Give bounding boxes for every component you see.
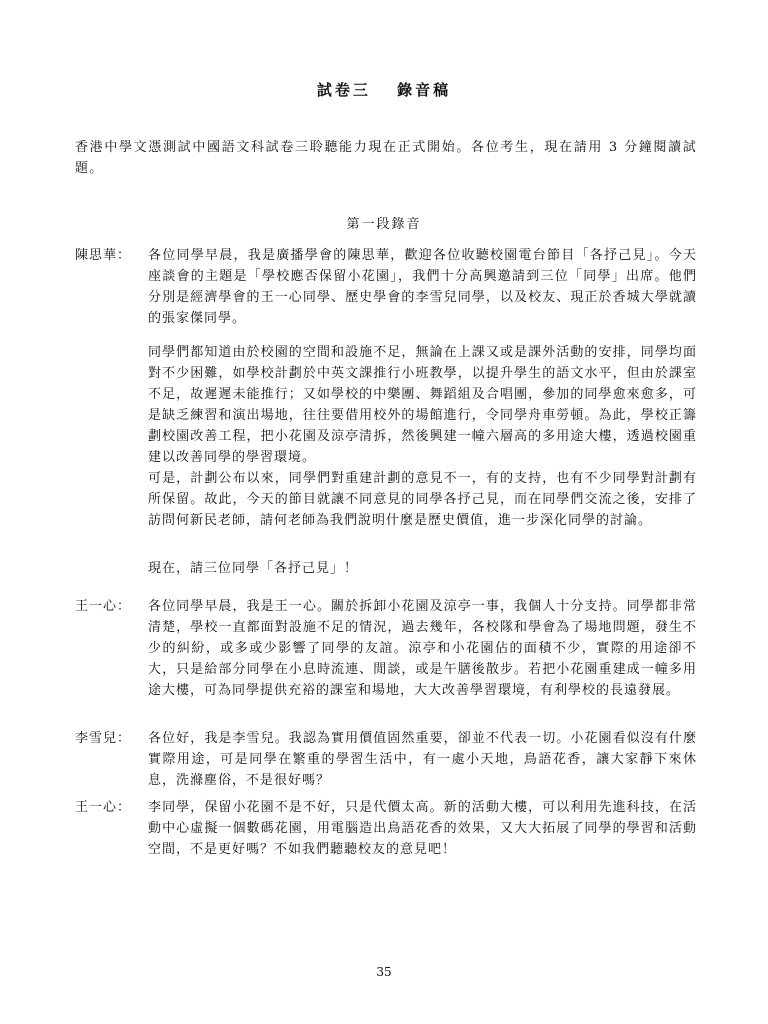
page-number: 35 xyxy=(376,965,392,979)
speaker-label: 王一心： xyxy=(75,599,132,614)
intro-paragraph: 香港中學文憑測試中國語文科試卷三聆聽能力現在正式開始。各位考生，現在請用 3 分鐘閱讀試題。 xyxy=(75,140,697,176)
dialogue-paragraph: 同學們都知道由於校園的空間和設施不足，無論在上課又或是課外活動的安排，同學均面對不少困難，如學校計劃於中英文課推行小班教學，以提升學生的語文水平，但由於課室不足，故遲遲未能推行；又如學校的中樂團、舞蹈組及合唱團，參加的同學愈來愈多，可是缺乏練習和演出場地，往往要借用校外的場館進行，令同學舟車勞頓。為此，學校正籌劃校園改善工程，把小花園及涼亭清拆，然後興建一幢六層高的多用途大樓，透過校園重建以改善同學的學習環境。 xyxy=(148,345,697,465)
speaker-label: 李雪兒： xyxy=(75,731,132,746)
dialogue-paragraph: 各位好，我是李雪兒。我認為實用價值固然重要，卻並不代表一切。小花園看似沒有什麼實際用途，可是同學在繁重的學習生活中，有一處小天地，鳥語花香，讓大家靜下來休息，洗滌塵俗，不是很好嗎？ xyxy=(148,731,697,788)
page-title: 試卷三 錄音稿 xyxy=(316,81,452,99)
dialogue-paragraph: 李同學，保留小花園不是不好，只是代價太高。新的活動大樓，可以利用先進科技，在活動中心虛擬一個數碼花園，用電腦造出鳥語花香的效果，又大大拓展了同學的學習和活動空間，不是更好嗎？不如我們聽聽校友的意見吧！ xyxy=(148,800,697,857)
section-heading: 第一段錄音 xyxy=(346,217,422,232)
speaker-label: 王一心： xyxy=(75,800,132,815)
dialogue-paragraph: 可是，計劃公布以來，同學們對重建計劃的意見不一，有的支持，也有不少同學對計劃有所保留。故此，今天的節目就讓不同意見的同學各抒己見，而在同學們交流之後，安排了訪問何新民老師，請何老師為我們說明什麼是歷史價值，進一步深化同學的討論。 xyxy=(148,471,697,528)
dialogue-paragraph: 現在，請三位同學「各抒己見」！ xyxy=(148,561,359,576)
dialogue-paragraph: 各位同學早晨，我是王一心。關於拆卸小花園及涼亭一事，我個人十分支持。同學都非常清楚，學校一直都面對設施不足的情況，過去幾年，各校隊和學會為了場地問題，發生不少的糾紛，或多或少影響了同學的友誼。涼亭和小花園佔的面積不少，實際的用途卻不大，只是給部分同學在小息時流連、閒談，或是午膳後散步。若把小花園重建成一幢多用途大樓，可為同學提供充裕的課室和場地，大大改善學習環境，有利學校的長遠發展。 xyxy=(148,599,697,698)
speaker-label: 陳思華： xyxy=(75,248,132,263)
dialogue-paragraph: 各位同學早晨，我是廣播學會的陳思華，歡迎各位收聽校園電台節目「各抒己見」。今天座談會的主題是「學校應否保留小花園」，我們十分高興邀請到三位「同學」出席。他們分別是經濟學會的王一心同學、歷史學會的李雪兒同學，以及校友、現正於香城大學就讀的張家傑同學。 xyxy=(148,248,697,326)
